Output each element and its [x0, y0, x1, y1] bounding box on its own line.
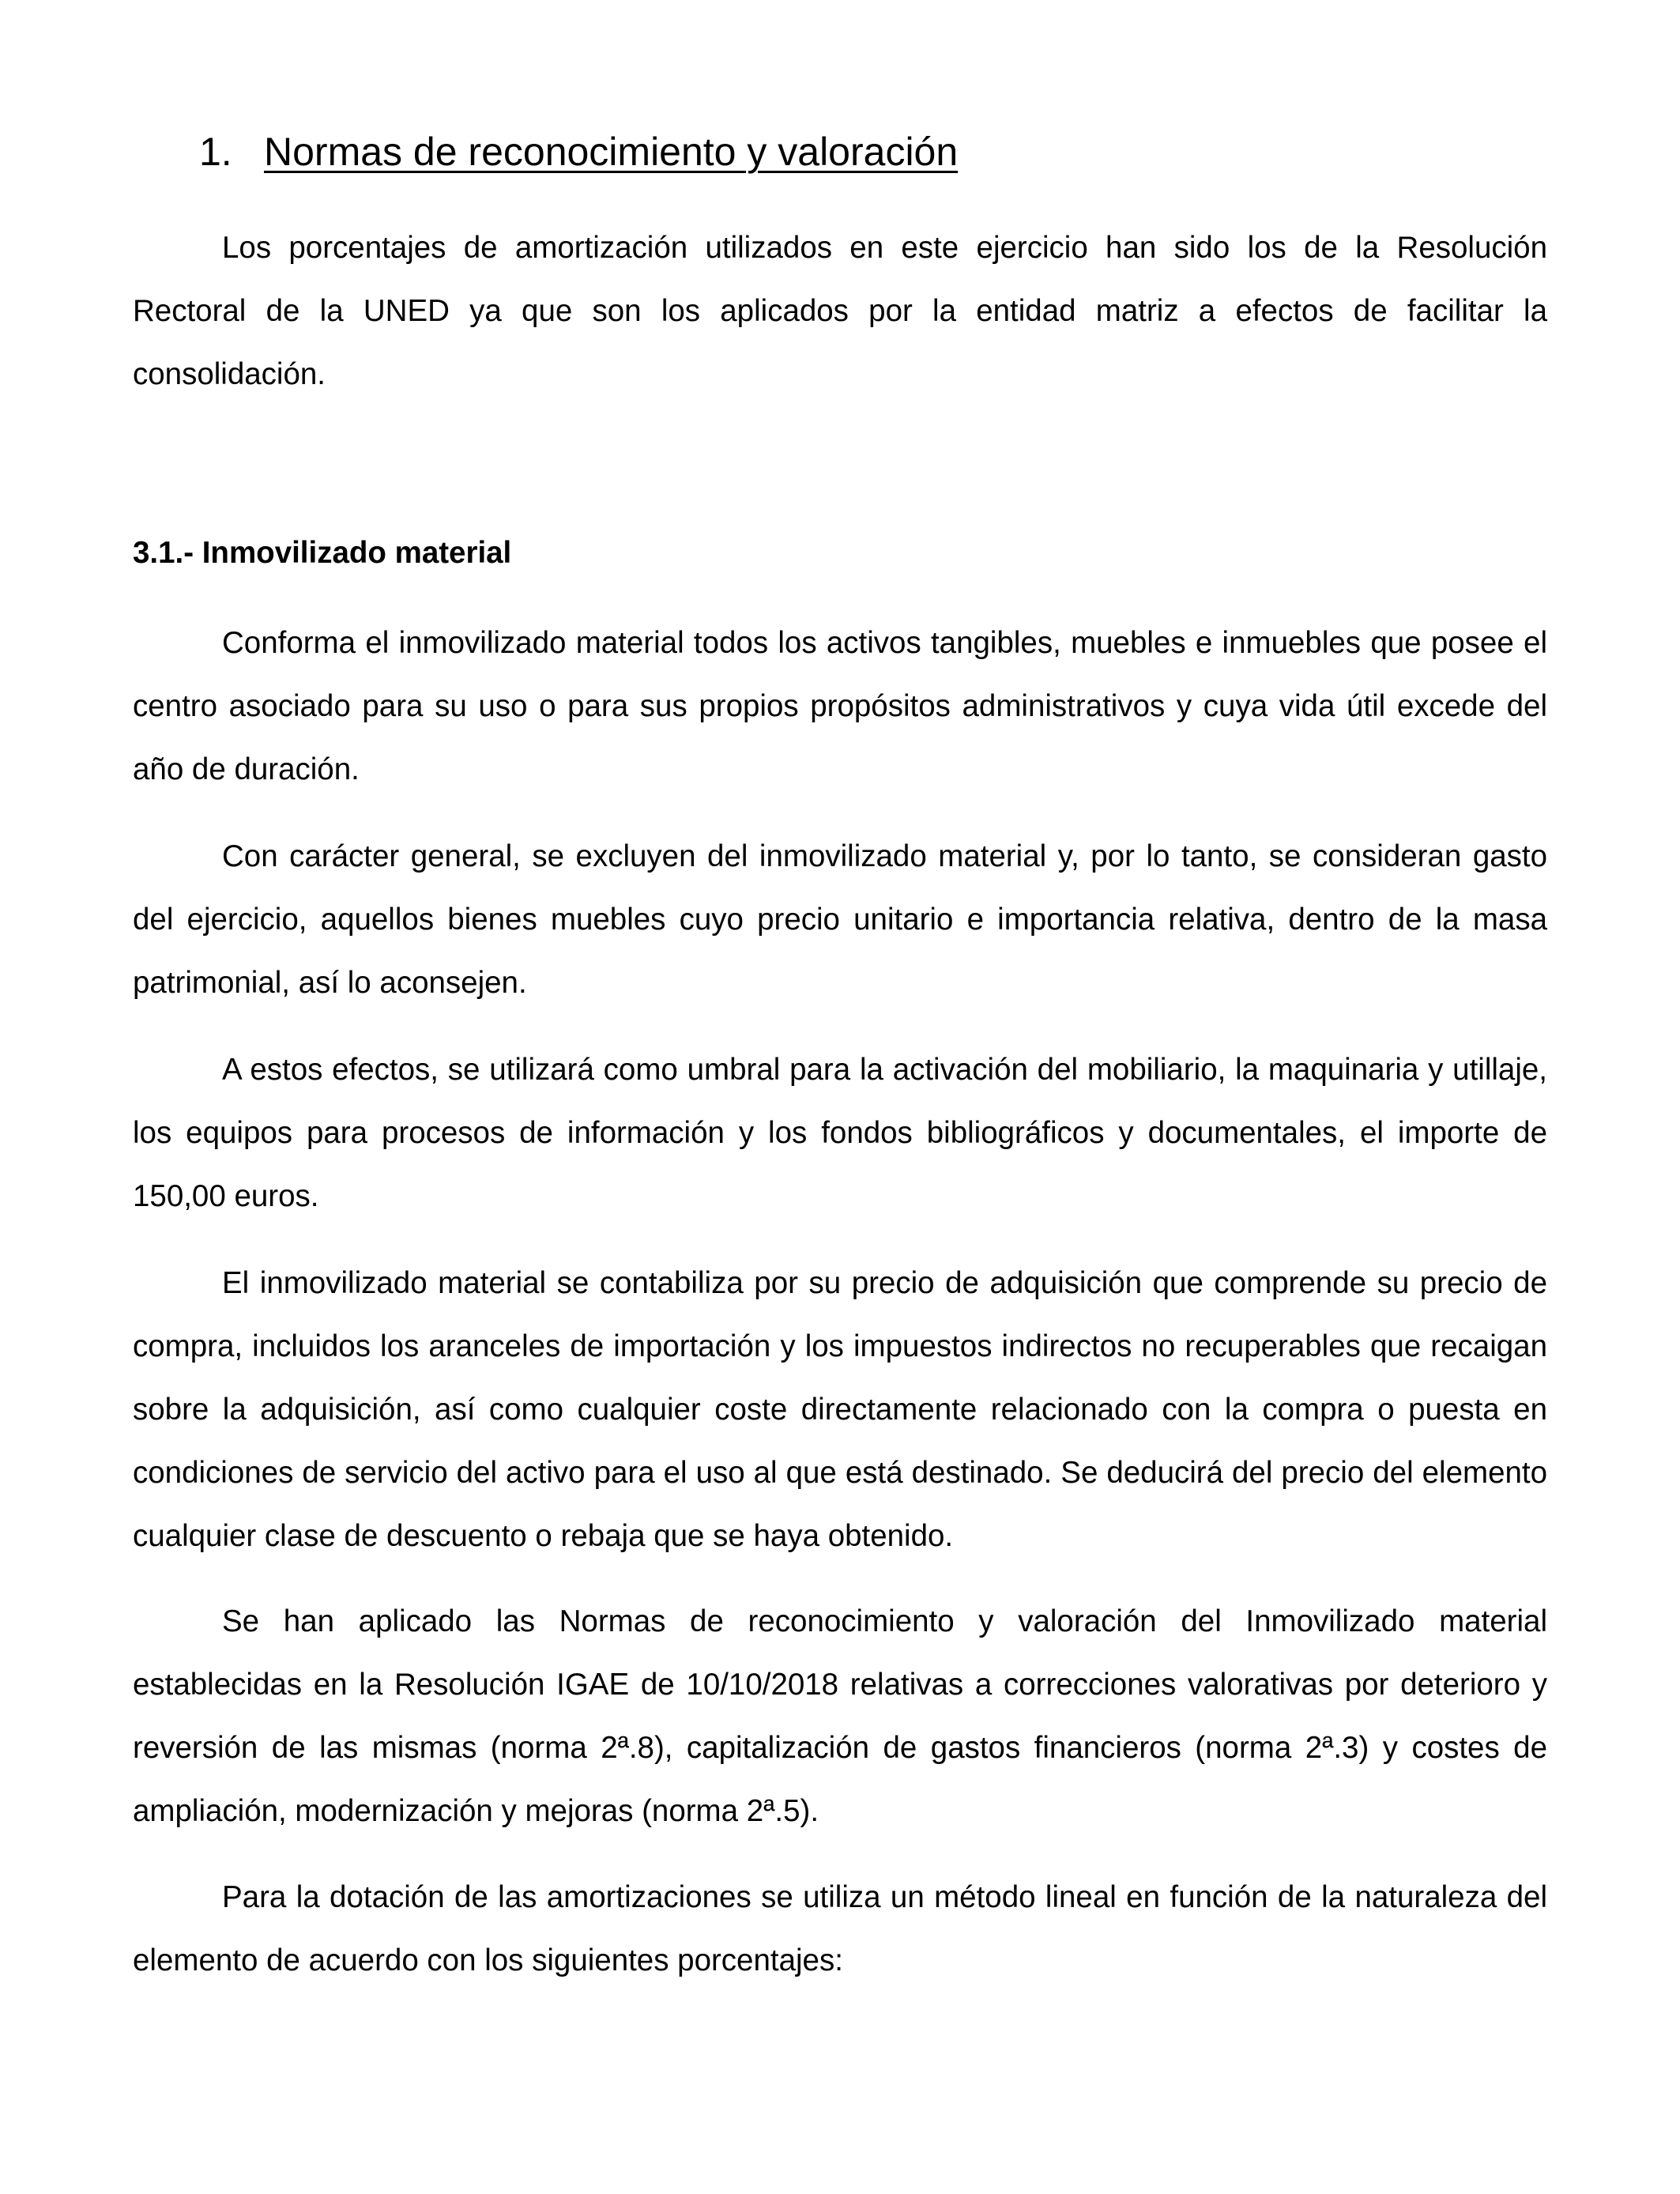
- paragraph-threshold: A estos efectos, se utilizará como umbral para la activación del mobiliario, la maquinaria y utillaje, los equipos para procesos de información y los fondos bibliográficos y documentales, el importe de 150,00 euros.: [133, 1053, 1547, 1213]
- paragraph-definition: Conforma el inmovilizado material todos los activos tangibles, muebles e inmuebles que posee el centro asociado para su uso o para sus propios propósitos administrativos y cuya vida útil excede del año de duración.: [133, 626, 1547, 786]
- intro-paragraph: Los porcentajes de amortización utilizados en este ejercicio han sido los de la Resolución Rectoral de la UNED ya que son los aplicados por la entidad matriz a efectos de facilitar la consolidación.: [133, 231, 1547, 391]
- paragraph-amortization-method: Para la dotación de las amortizaciones se utiliza un método lineal en función de la naturaleza del elemento de acuerdo con los siguientes porcentajes:: [133, 1880, 1547, 1977]
- paragraph-acquisition-cost: El inmovilizado material se contabiliza por su precio de adquisición que comprende su precio de compra, incluidos los aranceles de importación y los impuestos indirectos no recuperables que recaigan sobre la adquisición, así como cualquier coste directamente relacionado con la compra o puesta en condiciones de servicio del activo para el uso al que está destinado. Se deducirá del precio del elemento cualquier clase de descuento o rebaja que se haya obtenido.: [133, 1266, 1547, 1553]
- paragraph-exclusions: Con carácter general, se excluyen del inmovilizado material y, por lo tanto, se consideran gasto del ejercicio, aquellos bienes muebles cuyo precio unitario e importancia relativa, dentro de la masa patrimonial, así lo aconsejen.: [133, 839, 1547, 1000]
- section-number: 1.: [199, 130, 232, 174]
- subsection-title: 3.1.- Inmovilizado material: [133, 536, 512, 570]
- section-title: Normas de reconocimiento y valoración: [264, 130, 959, 174]
- section-heading: [199, 128, 958, 175]
- paragraph-igae-norms: Se han aplicado las Normas de reconocimiento y valoración del Inmovilizado material establecidas en la Resolución IGAE de 10/10/2018 relativas a correcciones valorativas por deterioro y reversión de las mismas (norma 2ª.8), capitalización de gastos financieros (norma 2ª.3) y costes de ampliación, modernización y mejoras (norma 2ª.5).: [133, 1604, 1547, 1828]
